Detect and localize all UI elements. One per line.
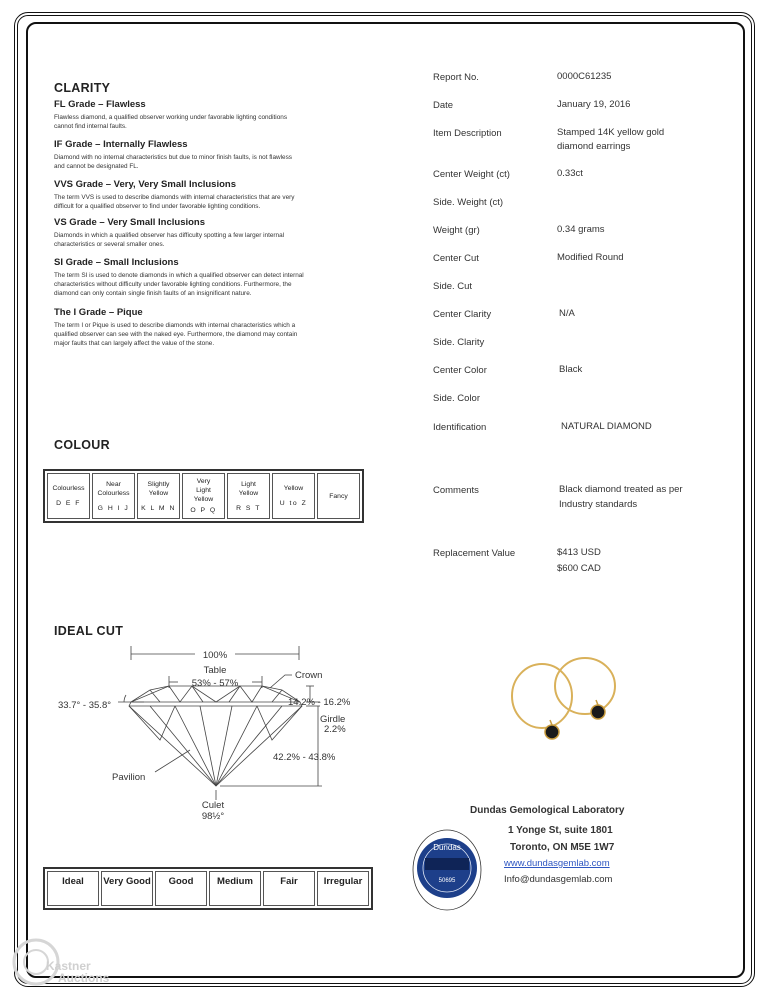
- identification-label: Identification: [433, 422, 487, 433]
- colour-heading: COLOUR: [54, 438, 110, 452]
- comments-value: Industry standards: [559, 499, 638, 510]
- grade-desc-line: diamond can only contain single finish faults of an insignificant nature.: [54, 290, 252, 297]
- culet-label: Culet: [201, 800, 225, 811]
- lab-address-line1: 1 Yonge St, suite 1801: [508, 825, 613, 836]
- center-color-label: Center Color: [433, 365, 487, 376]
- colour-name: Light: [241, 480, 256, 488]
- side-color-label: Side. Color: [433, 393, 480, 404]
- side-clarity-label: Side. Clarity: [433, 337, 485, 348]
- grade-desc-line: The term I or Pique is used to describe diamonds with internal characteristics which a: [54, 322, 296, 329]
- colour-code: R S T: [236, 504, 261, 512]
- replacement-value-label: Replacement Value: [433, 548, 516, 559]
- report-no-value: 0000C61235: [557, 71, 612, 82]
- colour-cell-near-colourless: [92, 473, 135, 519]
- item-description-value: Stamped 14K yellow gold: [557, 127, 665, 138]
- comments-value: Black diamond treated as per: [559, 484, 683, 495]
- lab-website-link[interactable]: www.dundasgemlab.com: [504, 858, 610, 869]
- grade-desc-line: characteristics without difficulty under favorable lighting conditions. Furthermore, the: [54, 281, 292, 288]
- grade-title: FL Grade – Flawless: [54, 99, 146, 110]
- table-label: Table: [203, 665, 227, 676]
- grade-title: VS Grade – Very Small Inclusions: [54, 217, 206, 228]
- colour-code: D E F: [56, 500, 81, 507]
- date-label: Date: [433, 100, 454, 111]
- cut-grade-very-good: Very Good: [101, 871, 153, 906]
- item-description-value: diamond earrings: [557, 141, 631, 152]
- watermark-line: Auctions: [58, 971, 110, 985]
- colour-name: Yellow: [283, 485, 304, 492]
- watermark-text: [46, 960, 109, 984]
- girdle-label: Girdle: [320, 714, 346, 725]
- ideal-cut-heading: IDEAL CUT: [54, 624, 124, 638]
- colour-code: G H I J: [97, 504, 130, 512]
- clarity-grade-vs: [54, 217, 364, 257]
- colour-code: U to Z: [279, 500, 308, 507]
- colour-name: Colourless: [52, 485, 85, 492]
- colour-cell-fancy: [317, 473, 360, 519]
- clarity-grade-i: [54, 307, 364, 348]
- grade-desc-line: characteristics or several smaller ones.: [54, 241, 165, 248]
- grade-desc-line: Diamond with no internal characteristics but due to minor finish faults, is not flawless: [54, 154, 292, 161]
- colour-name: Yellow: [148, 489, 169, 497]
- grade-title: IF Grade – Internally Flawless: [54, 139, 188, 150]
- grade-desc-line: and cannot be designated FL.: [54, 163, 139, 170]
- watermark-line: Kastner: [46, 959, 91, 973]
- grade-desc-line: qualified observer can see with the naked eye. Furthermore, the diamond may contain: [54, 331, 298, 338]
- table-range-label: 53% - 57%: [191, 678, 239, 689]
- side-weight-label: Side. Weight (ct): [433, 197, 504, 208]
- weight-gr-value: 0.34 grams: [557, 224, 605, 235]
- center-weight-label: Center Weight (ct): [433, 169, 510, 180]
- grade-title: SI Grade – Small Inclusions: [54, 257, 179, 268]
- clarity-grade-if: [54, 139, 364, 179]
- colour-name: Yellow: [193, 496, 214, 503]
- grade-desc-line: The term SI is used to denote diamonds in which a qualified observer can detect internal: [54, 272, 304, 279]
- lab-seal-stamp: [405, 820, 490, 915]
- grade-desc-line: major faults that can largely affect the value of the stone.: [54, 340, 215, 347]
- colour-code: O P Q: [190, 507, 217, 514]
- colour-cell-yellow: [272, 473, 315, 519]
- center-cut-value: Modified Round: [557, 252, 624, 263]
- colour-name: Yellow: [238, 489, 259, 497]
- pavilion-label: Pavilion: [112, 772, 146, 783]
- lab-name: Dundas Gemological Laboratory: [470, 805, 625, 816]
- report-no-label: Report No.: [433, 72, 479, 83]
- clarity-grades: [54, 99, 364, 348]
- width-pct-label: 100%: [202, 650, 228, 661]
- colour-code: K L M N: [141, 504, 176, 512]
- pavilion-depth-label: 42.2% - 43.8%: [273, 752, 336, 763]
- replacement-value-usd: $413 USD: [557, 547, 601, 558]
- grade-desc-line: Flawless diamond, a qualified observer working under favorable lighting conditions: [54, 114, 288, 121]
- colour-cell-slightly-yellow: [137, 473, 180, 519]
- side-cut-label: Side. Cut: [433, 281, 473, 292]
- colour-name: Fancy: [329, 492, 348, 500]
- clarity-heading: CLARITY: [54, 81, 111, 95]
- colour-cell-very-light-yellow: [182, 473, 225, 519]
- colour-name: Slightly: [147, 480, 170, 488]
- colour-name: Colourless: [97, 489, 130, 497]
- comments-label: Comments: [433, 485, 479, 496]
- seal-text: Dundas: [433, 843, 461, 852]
- item-description-label: Item Description: [433, 128, 502, 139]
- lab-address-line2: Toronto, ON M5E 1W7: [510, 842, 615, 853]
- center-clarity-value: N/A: [559, 308, 575, 319]
- cut-grade-irregular: Irregular: [317, 871, 369, 906]
- center-color-value: Black: [559, 364, 583, 375]
- colour-scale-table: [43, 469, 364, 523]
- seal-number: 50695: [438, 878, 456, 884]
- cut-grade-fair: Fair: [263, 871, 315, 906]
- diamond-proportions-diagram: [40, 640, 370, 825]
- clarity-grade-si: [54, 257, 364, 307]
- culet-angle-label: 98½°: [201, 811, 225, 822]
- grade-title: VVS Grade – Very, Very Small Inclusions: [54, 179, 236, 190]
- cut-grade-medium: Medium: [209, 871, 261, 906]
- colour-cell-colourless: [47, 473, 90, 519]
- grade-desc-line: cannot find internal faults.: [54, 123, 127, 130]
- clarity-grade-vvs: [54, 179, 364, 217]
- date-value: January 19, 2016: [557, 99, 631, 110]
- clarity-grade-fl: [54, 99, 364, 139]
- cut-grade-table: [43, 867, 373, 910]
- replacement-value-cad: $600 CAD: [557, 563, 601, 574]
- grade-title: The I Grade – Pique: [54, 307, 143, 318]
- crown-angle-label: 33.7° - 35.8°: [58, 700, 112, 711]
- center-weight-value: 0.33ct: [557, 168, 583, 179]
- grade-desc-line: The term VVS is used to describe diamonds with internal characteristics that are very: [54, 194, 295, 201]
- earrings-photo: [500, 650, 630, 750]
- grade-desc-line: difficult for a qualified observer to find under favorable lighting conditions.: [54, 203, 261, 210]
- cut-grade-good: Good: [155, 871, 207, 906]
- colour-cell-light-yellow: [227, 473, 270, 519]
- girdle-pct-label: 2.2%: [324, 724, 346, 735]
- cut-grade-ideal: Ideal: [47, 871, 99, 906]
- colour-name: Very: [196, 478, 211, 485]
- lab-email[interactable]: Info@dundasgemlab.com: [504, 874, 613, 885]
- grade-desc-line: Diamonds in which a qualified observer has difficulty spotting a few larger internal: [54, 232, 285, 239]
- weight-gr-label: Weight (gr): [433, 225, 480, 236]
- identification-value: NATURAL DIAMOND: [561, 421, 652, 432]
- colour-name: Light: [196, 487, 211, 494]
- center-clarity-label: Center Clarity: [433, 309, 492, 320]
- crown-label: Crown: [295, 670, 323, 681]
- crown-height-label: 14.2% - 16.2%: [288, 697, 351, 708]
- colour-name: Near: [106, 480, 121, 488]
- center-cut-label: Center Cut: [433, 253, 479, 264]
